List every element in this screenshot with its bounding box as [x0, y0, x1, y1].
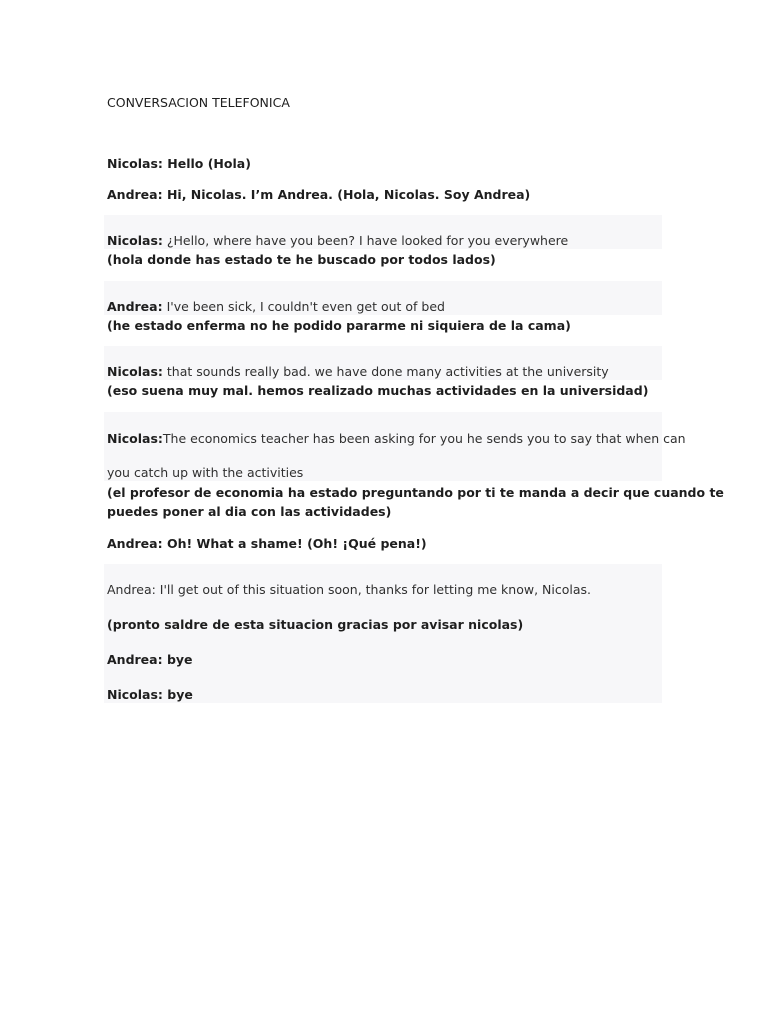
speaker-label: Nicolas: [107, 364, 163, 379]
line-text: Hi, Nicolas. I’m Andrea. (Hola, Nicolas. Soy Andrea) [162, 187, 531, 202]
dialogue-line [107, 298, 445, 315]
speaker-label: Nicolas: [107, 431, 163, 446]
translation-line: puedes poner al dia con las actividades) [107, 504, 392, 519]
line-text: ¿Hello, where have you been? I have looked for you everywhere [162, 233, 569, 248]
line-text: The economics teacher has been asking for you he sends you to say that when can [162, 431, 686, 446]
translation-line: (pronto saldre de esta situacion gracias por avisar nicolas) [107, 617, 524, 632]
dialogue-line [107, 186, 530, 203]
dialogue-line: Andrea: bye [107, 652, 193, 667]
dialogue-line [107, 363, 609, 380]
translation-line: (he estado enferma no he podido pararme ni siquiera de la cama) [107, 318, 571, 333]
line-text: that sounds really bad. we have done many activities at the university [162, 364, 609, 379]
dialogue-line: Nicolas: bye [107, 687, 193, 702]
document-title: CONVERSACION TELEFONICA [107, 95, 290, 110]
dialogue-line: Andrea: I'll get out of this situation soon, thanks for letting me know, Nicolas. [107, 582, 592, 597]
dialogue-line [107, 232, 568, 249]
line-text: I've been sick, I couldn't even get out of bed [162, 299, 445, 314]
dialogue-line [107, 430, 686, 447]
speaker-label: Andrea: [107, 299, 163, 314]
translation-line: (eso suena muy mal. hemos realizado muchas actividades en la universidad) [107, 383, 649, 398]
speaker-label: Nicolas: [107, 156, 163, 171]
translation-line: (hola donde has estado te he buscado por todos lados) [107, 252, 496, 267]
speaker-label: Nicolas: [107, 233, 163, 248]
dialogue-line [107, 155, 251, 172]
dialogue-line: Andrea: Oh! What a shame! (Oh! ¡Qué pena!) [107, 536, 427, 551]
translation-line: (el profesor de economia ha estado preguntando por ti te manda a decir que cuando te [107, 485, 724, 500]
speaker-label: Andrea: [107, 187, 163, 202]
line-continuation: you catch up with the activities [107, 465, 304, 480]
line-text: Hello (Hola) [162, 156, 251, 171]
